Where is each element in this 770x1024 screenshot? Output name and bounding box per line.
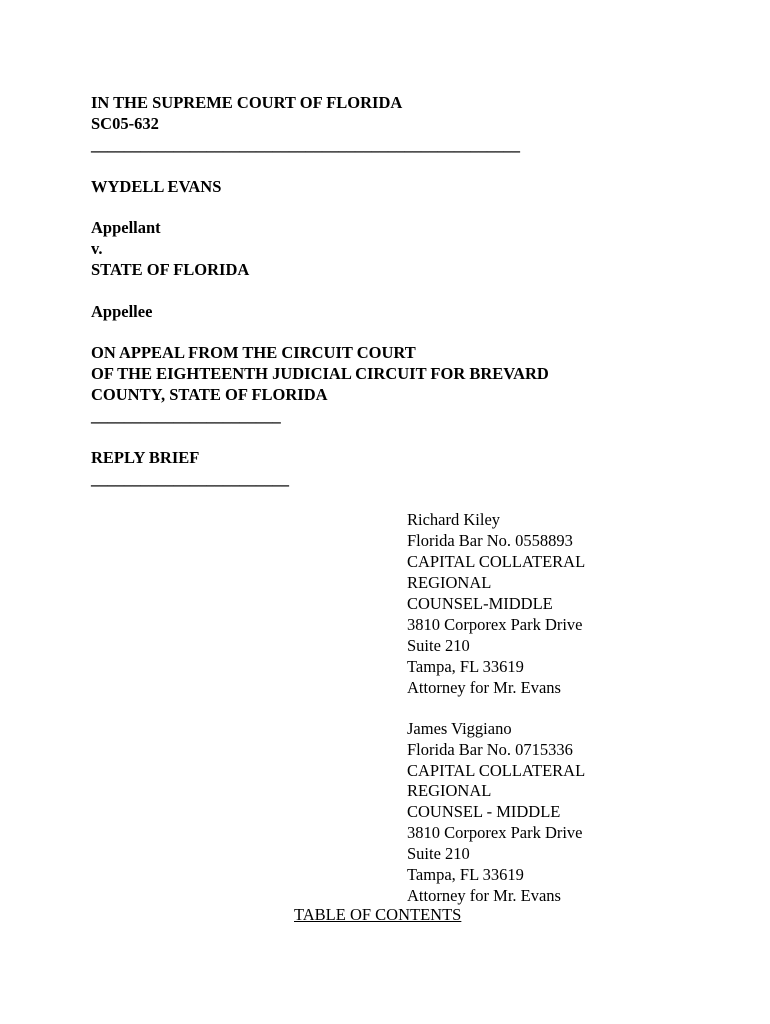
counsel-role: Attorney for Mr. Evans: [407, 886, 561, 905]
appellee-role: Appellee: [91, 302, 153, 321]
appellee-name: STATE OF FLORIDA: [91, 260, 250, 279]
counsel-city: Tampa, FL 33619: [407, 657, 524, 676]
counsel-organization: COUNSEL - MIDDLE: [407, 802, 561, 821]
counsel-organization: CAPITAL COLLATERAL: [407, 552, 586, 571]
counsel-bar-number: Florida Bar No. 0558893: [407, 531, 573, 550]
counsel-street: 3810 Corporex Park Drive: [407, 615, 583, 634]
case-number: SC05-632: [91, 114, 159, 133]
counsel-organization: CAPITAL COLLATERAL: [407, 761, 586, 780]
counsel-organization: REGIONAL: [407, 573, 492, 592]
counsel-bar-number: Florida Bar No. 0715336: [407, 740, 573, 759]
court-heading: IN THE SUPREME COURT OF FLORIDA: [91, 93, 403, 112]
counsel-suite: Suite 210: [407, 844, 470, 863]
counsel-street: 3810 Corporex Park Drive: [407, 823, 583, 842]
divider-rule: _______________________: [91, 406, 281, 425]
appeal-line-3: COUNTY, STATE OF FLORIDA: [91, 385, 328, 404]
counsel-role: Attorney for Mr. Evans: [407, 678, 561, 697]
appeal-line-1: ON APPEAL FROM THE CIRCUIT COURT: [91, 343, 416, 362]
counsel-name: Richard Kiley: [407, 510, 501, 529]
divider-rule: ____________________________________________________: [91, 135, 520, 154]
appellant-name: WYDELL EVANS: [91, 177, 222, 196]
counsel-name: James Viggiano: [407, 719, 512, 738]
brief-title: REPLY BRIEF: [91, 448, 200, 467]
counsel-organization: REGIONAL: [407, 781, 492, 800]
counsel-organization: COUNSEL-MIDDLE: [407, 594, 553, 613]
appeal-line-2: OF THE EIGHTEENTH JUDICIAL CIRCUIT FOR BREVARD: [91, 364, 549, 383]
counsel-city: Tampa, FL 33619: [407, 865, 524, 884]
counsel-suite: Suite 210: [407, 636, 470, 655]
divider-rule: ________________________: [91, 469, 289, 488]
appellant-role: Appellant: [91, 218, 161, 237]
table-of-contents-heading: TABLE OF CONTENTS: [294, 905, 462, 924]
versus-text: v.: [91, 239, 103, 258]
